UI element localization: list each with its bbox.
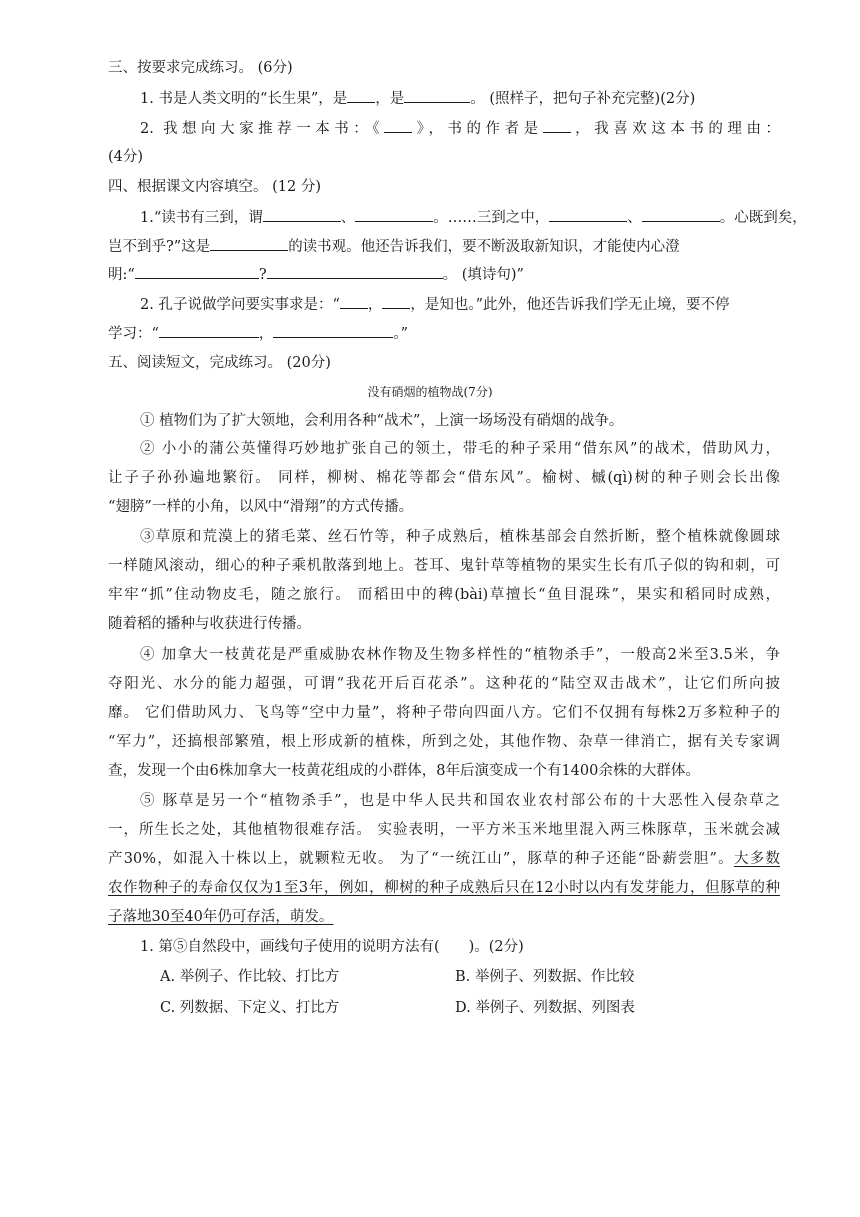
paragraph-1: ① 植物们为了扩大领地，会利用各种“战术”，上演一场场没有硝烟的战争。	[140, 413, 624, 429]
paragraph-4-line: 靡。 它们借助风力、飞鸟等“空中力量”，将种子带向四面八方。它们不仅拥有每株2万多粒种子的	[108, 705, 780, 721]
option-b[interactable]: B. 举例子、列数据、作比较	[455, 969, 635, 985]
text-segment: ，	[367, 297, 383, 313]
underlined-sentence: 农作物种子的寿命仅仅为1至3年，例如，柳树的种子成熟后只在12小时以内有发芽能力，但豚草的种	[108, 880, 780, 896]
article-title: 没有硝烟的植物战(7分)	[367, 385, 493, 399]
q2-part-a: 2. 我想向大家推荐一本书：《	[140, 121, 385, 137]
option-d[interactable]: D. 举例子、列数据、列图表	[455, 1000, 635, 1016]
answer-blank[interactable]	[355, 207, 433, 222]
text-segment: 、	[340, 210, 356, 226]
text-segment: ，是知也。”此外，他还告诉我们学无止境，要不停	[410, 297, 730, 313]
answer-blank[interactable]	[384, 118, 412, 133]
text-segment: 的读书观。他还告诉我们，要不断汲取新知识，才能使内心澄	[288, 239, 680, 255]
paragraph-3-line: 一样随风滚动，细心的种子乘机散落到地上。苍耳、鬼针草等植物的果实生长有爪子似的钩和刺，可	[108, 558, 780, 574]
answer-blank[interactable]	[135, 264, 259, 279]
q1-mid: ，是	[375, 91, 405, 107]
answer-blank[interactable]	[267, 264, 443, 279]
text-segment: ?	[258, 267, 267, 283]
paragraph-5-line	[108, 849, 780, 869]
paragraph-5-line: ⑤ 豚草是另一个“植物杀手”，也是中华人民共和国农业农村部公布的十大恶性入侵杂草之	[140, 793, 780, 809]
answer-blank[interactable]	[263, 207, 341, 222]
text-segment: 。心既到矣，	[719, 210, 807, 226]
answer-blank[interactable]	[382, 294, 410, 309]
paragraph-3-line: 牢牢“抓”住动物皮毛，随之旅行。 而稻田中的稗(bài)草擅长“鱼目混珠”，果实和稻同时成熟，	[108, 587, 780, 603]
q2-part-b: 》，书的作者是	[412, 121, 543, 137]
underlined-sentence: 大多数	[733, 851, 780, 867]
paragraph-4-line: “军力”，还搞根部繁殖，根上形成新的植株，所到之处，其他作物、杂草一律消亡，据有关专家调	[108, 734, 780, 750]
q1-prefix: 1. 书是人类文明的“长生果”，是	[140, 91, 348, 107]
answer-blank[interactable]	[404, 88, 470, 103]
text-segment: 明:“	[108, 267, 135, 283]
text-segment: 学习：“	[108, 326, 159, 342]
section4-question1-line1	[140, 207, 807, 228]
section4-heading: 四、根据课文内容填空。 (12 分)	[108, 179, 321, 195]
section4-question1-line2	[108, 236, 680, 257]
answer-blank[interactable]	[642, 207, 720, 222]
option-c[interactable]: C. 列数据、下定义、打比方	[160, 1000, 340, 1016]
paragraph-5-line: 一，所生长之处，其他植物很难存活。 实验表明，一平方米玉米地里混入两三株豚草，玉米就会减	[108, 822, 780, 838]
section4-question2-line2	[108, 323, 408, 344]
underlined-sentence: 子落地30至40年仍可存活，萌发。	[108, 909, 334, 925]
section3-heading: 三、按要求完成练习。 (6分)	[108, 60, 293, 76]
text-segment: 岂不到乎?”这是	[108, 239, 211, 255]
answer-blank[interactable]	[543, 118, 571, 133]
answer-blank[interactable]	[159, 323, 259, 338]
reading-question-1: 1. 第⑤自然段中，画线句子使用的说明方法有( )。(2分)	[140, 939, 524, 955]
option-a[interactable]: A. 举例子、作比较、打比方	[160, 969, 340, 985]
answer-blank[interactable]	[347, 88, 375, 103]
section4-question1-line3	[108, 264, 524, 285]
paragraph-4-line: ④ 加拿大一枝黄花是严重威胁农林作物及生物多样性的“植物杀手”，一般高2米至3.5米，争	[140, 647, 780, 663]
answer-blank[interactable]	[273, 323, 393, 338]
paragraph-4-line: 夺阳光、水分的能力超强，可谓“我花开后百花杀”。这种花的“陆空双击战术”，让它们所向披	[108, 676, 780, 692]
section5-heading: 五、阅读短文，完成练习。 (20分)	[108, 355, 331, 371]
text-segment: 。”	[393, 326, 409, 342]
section3-question2	[140, 118, 780, 139]
paragraph-4-line: 查，发现一个由6株加拿大一枝黄花组成的小群体，8年后演变成一个有1400余株的大群体。	[108, 763, 700, 779]
paragraph-3-line: ③草原和荒漠上的猪毛菜、丝石竹等，种子成熟后，植株基部会自然折断，整个植株就像圆球	[140, 529, 780, 545]
text-segment: 。 (填诗句)”	[442, 267, 524, 283]
paragraph-2-line: ② 小小的蒲公英懂得巧妙地扩张自己的领土，带毛的种子采用“借东风”的战术，借助风力，	[140, 441, 780, 457]
text-segment: 、	[627, 210, 642, 226]
answer-blank[interactable]	[210, 236, 288, 251]
q1-suffix: 。 (照样子，把句子补充完整)(2分)	[470, 91, 696, 107]
paragraph-2-line: 让子子孙孙遍地繁衍。 同样，柳树、棉花等都会“借东风”。榆树、槭(qì)树的种子则会长出像	[108, 470, 780, 486]
text-segment: ，	[258, 326, 274, 342]
text-segment: 2. 孔子说做学问要实事求是：“	[140, 297, 340, 313]
section3-question1	[140, 88, 695, 109]
paragraph-3-line: 随着稻的播种与收获进行传播。	[108, 616, 311, 632]
section4-question2-line1	[140, 294, 730, 315]
answer-blank[interactable]	[549, 207, 627, 222]
text-segment: 产30%，如混入十株以上，就颗粒无收。 为了“一统江山”，豚草的种子还能“卧薪尝胆”。	[108, 851, 734, 867]
paragraph-2-line: “翅膀”一样的小角，以风中“滑翔”的方式传播。	[108, 499, 414, 515]
text-segment: 1.“读书有三到，谓	[140, 210, 263, 226]
q2-part-c: ，我喜欢这本书的理由：	[570, 121, 780, 137]
answer-blank[interactable]	[340, 294, 368, 309]
text-segment: 。……三到之中，	[433, 210, 550, 226]
section3-question2-score: (4分)	[108, 149, 144, 165]
